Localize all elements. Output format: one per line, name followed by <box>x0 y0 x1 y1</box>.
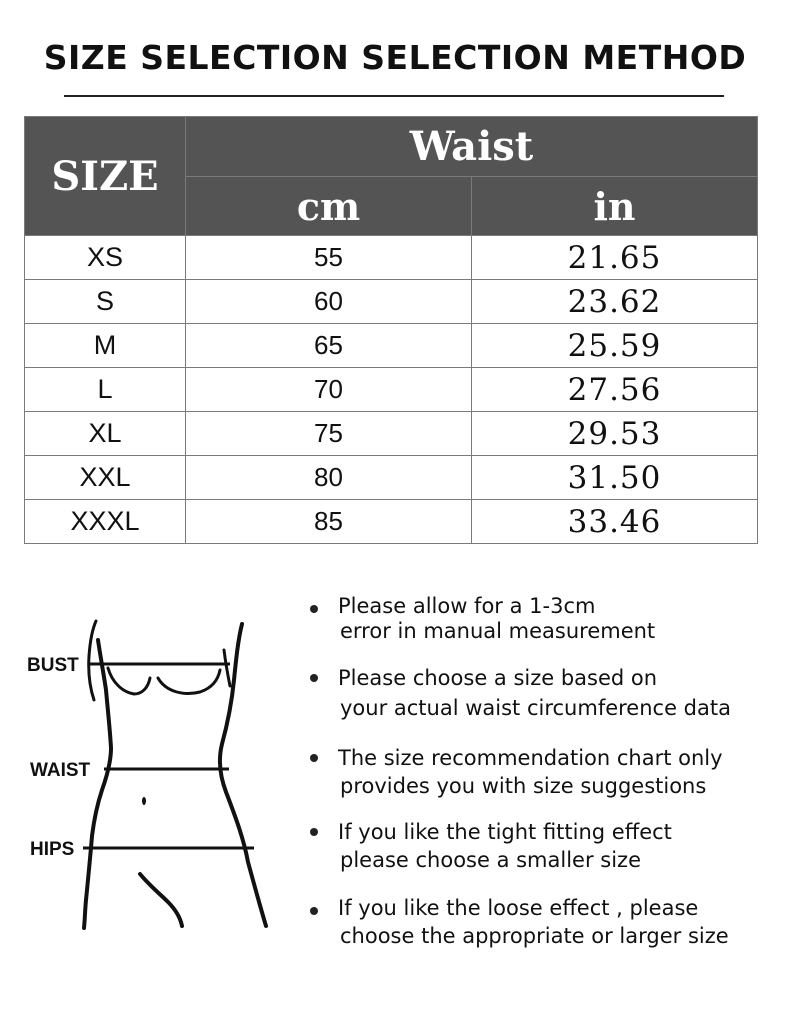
table-row <box>25 280 758 324</box>
tip-line: Please choose a size based on <box>338 666 658 690</box>
right-side-outline <box>224 650 230 686</box>
size-cell: XS <box>25 236 186 280</box>
bullet-icon <box>310 605 318 613</box>
cm-cell: 75 <box>186 412 472 456</box>
title-underline <box>64 95 724 97</box>
hips-label: HIPS <box>30 839 75 860</box>
cm-cell: 70 <box>186 368 472 412</box>
cm-unit-header: cm <box>186 177 472 236</box>
waist-column-header: Waist <box>186 117 758 177</box>
size-chart-table <box>24 116 758 544</box>
left-bust-curve <box>108 668 150 694</box>
navel-mark <box>142 797 146 805</box>
list-item <box>308 818 778 874</box>
sizing-tips-list <box>308 592 778 950</box>
table-row <box>25 412 758 456</box>
tip-line: choose the appropriate or larger size <box>340 924 729 948</box>
page-title: SIZE SELECTION SELECTION METHOD <box>43 38 747 77</box>
bullet-icon <box>310 674 318 682</box>
size-cell: XL <box>25 412 186 456</box>
table-row <box>25 236 758 280</box>
size-cell: S <box>25 280 186 324</box>
list-item <box>308 592 778 642</box>
bullet-icon <box>310 828 318 836</box>
in-cell: 27.56 <box>472 368 758 412</box>
tip-line: your actual waist circumference data <box>340 696 731 720</box>
crotch-curve <box>140 874 182 926</box>
left-arm-outline <box>89 621 96 700</box>
body-measurement-figure <box>0 600 290 940</box>
tip-line: provides you with size suggestions <box>340 774 707 798</box>
list-item <box>308 744 778 800</box>
table-row <box>25 500 758 544</box>
tip-line: If you like the tight fitting effect <box>338 820 672 844</box>
tip-line: The size recommendation chart only <box>338 746 723 770</box>
cm-cell: 65 <box>186 324 472 368</box>
bullet-icon <box>310 907 318 915</box>
cm-cell: 80 <box>186 456 472 500</box>
in-cell: 31.50 <box>472 456 758 500</box>
cm-cell: 85 <box>186 500 472 544</box>
left-side-outline <box>84 640 111 928</box>
in-unit-header: in <box>472 177 758 236</box>
size-cell: XXL <box>25 456 186 500</box>
size-cell: L <box>25 368 186 412</box>
bullet-icon <box>310 754 318 762</box>
tip-line: If you like the loose effect , please <box>338 896 699 920</box>
in-cell: 25.59 <box>472 324 758 368</box>
in-cell: 33.46 <box>472 500 758 544</box>
size-cell: M <box>25 324 186 368</box>
bust-label: BUST <box>27 655 79 676</box>
cm-cell: 60 <box>186 280 472 324</box>
right-bust-curve <box>158 670 220 693</box>
header-row-top <box>25 117 758 177</box>
size-column-header: SIZE <box>25 117 186 236</box>
tip-line: Please allow for a 1-3cm <box>338 594 596 618</box>
list-item <box>308 664 778 724</box>
table-row <box>25 456 758 500</box>
in-cell: 21.65 <box>472 236 758 280</box>
list-item <box>308 894 778 950</box>
tip-line: please choose a smaller size <box>340 848 642 872</box>
in-cell: 23.62 <box>472 280 758 324</box>
size-cell: XXXL <box>25 500 186 544</box>
table-row <box>25 324 758 368</box>
table-row <box>25 368 758 412</box>
in-cell: 29.53 <box>472 412 758 456</box>
tip-line: error in manual measurement <box>340 619 656 643</box>
waist-label: WAIST <box>30 760 91 781</box>
cm-cell: 55 <box>186 236 472 280</box>
